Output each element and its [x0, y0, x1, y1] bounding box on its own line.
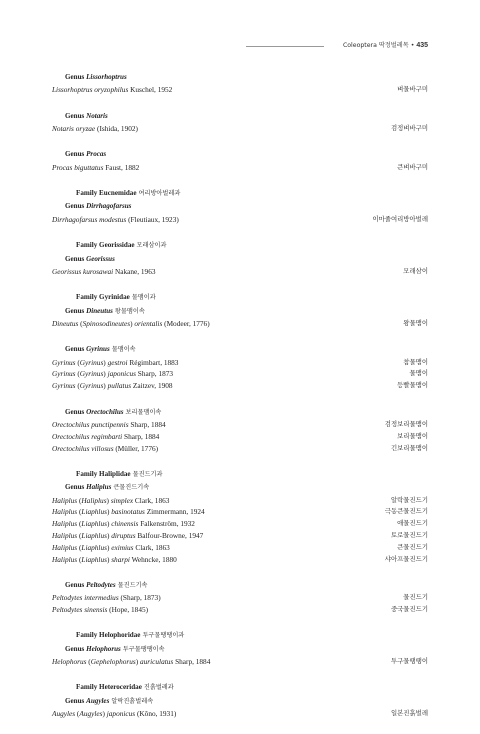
species-name-part: Nakane, 1963 — [113, 266, 156, 276]
species-row — [52, 368, 428, 380]
species-korean-name: 물진드기 — [403, 593, 428, 602]
species-korean-name: 벼물바구미 — [397, 85, 428, 94]
species-scientific-name — [52, 431, 159, 443]
genus-name-part: Augyles — [86, 696, 110, 705]
genus-heading — [52, 643, 428, 656]
genus-korean-name: 알락진흙벌레속 — [111, 697, 154, 705]
species-name-part: Peltodytes sinensis — [52, 605, 108, 615]
genus-heading — [52, 71, 428, 84]
species-name-part: Peltodytes intermedius — [52, 593, 119, 603]
species-name-part: ( — [75, 381, 80, 391]
species-scientific-name — [52, 542, 170, 554]
species-row — [52, 656, 428, 668]
genus-heading — [52, 110, 428, 123]
species-name-part: Haliplus — [52, 495, 78, 505]
family-name-part: Family Eucnemidae — [76, 189, 137, 198]
species-name-part: ) — [130, 319, 135, 328]
species-scientific-name — [52, 214, 179, 226]
species-korean-name: 왕물맴이 — [403, 319, 428, 327]
species-name-part: japonicus — [107, 369, 136, 379]
species-scientific-name — [52, 380, 173, 392]
family-korean-name: 물진드기과 — [132, 470, 163, 478]
species-korean-name: 큰벼바구미 — [397, 162, 428, 171]
species-name-part: Liaphlus — [81, 531, 107, 541]
taxon-group — [52, 629, 428, 668]
species-row — [52, 162, 428, 174]
family-heading — [52, 681, 428, 694]
species-name-part: ( — [77, 554, 82, 564]
genus-name-part: Dineutus — [86, 306, 113, 315]
species-korean-name: 큰물진드기 — [397, 542, 428, 551]
genus-name-part: Haliplus — [86, 483, 112, 492]
species-scientific-name — [52, 443, 158, 455]
genus-heading — [52, 406, 428, 419]
genus-name-part: Genus — [65, 306, 87, 315]
species-name-part: Gyrinus — [52, 369, 76, 379]
species-korean-name: 투구물땡땡이 — [390, 657, 428, 666]
family-name-part: Family Heteroceridae — [76, 683, 142, 692]
species-name-part: ) — [106, 519, 112, 529]
genus-name-part: Genus — [65, 111, 87, 120]
species-row — [52, 604, 428, 616]
family-name-part: Family Helophoridae — [76, 631, 141, 640]
genus-korean-name: 큰물진드기속 — [113, 484, 150, 492]
page-number: 435 — [416, 42, 428, 49]
taxon-group — [52, 187, 428, 226]
species-name-part: auriculatus — [140, 657, 174, 667]
family-heading — [52, 629, 428, 642]
genus-heading — [52, 579, 428, 592]
species-name-part: japonicus — [106, 709, 136, 719]
species-name-part: ) — [103, 357, 108, 367]
species-korean-name: 등빨물맴이 — [397, 381, 428, 390]
species-scientific-name — [52, 592, 161, 604]
genus-name-part: Genus — [65, 73, 87, 81]
taxon-group — [52, 71, 428, 96]
genus-name-part: Genus — [65, 254, 87, 263]
genus-heading — [52, 148, 428, 161]
species-name-part: Notaris oryzae — [52, 124, 96, 134]
family-name-part: Family Gyrinidae — [76, 293, 130, 302]
species-name-part: ( — [75, 709, 80, 719]
species-name-part: Procas biguttatus — [52, 162, 104, 172]
species-row — [52, 123, 428, 135]
genus-name-part: Genus — [65, 345, 87, 354]
species-name-part: Haliplus — [52, 554, 78, 564]
genus-name-part: Gyrinus — [86, 345, 110, 354]
species-korean-name: 토로물진드기 — [390, 531, 428, 540]
species-name-part: Haliplus — [81, 495, 107, 505]
species-scientific-name — [52, 518, 195, 530]
species-name-part: Gephelophorus — [90, 657, 136, 667]
species-name-part: Zimmermann, 1924 — [144, 507, 205, 517]
species-korean-name: 중국물진드기 — [390, 605, 428, 614]
taxon-group — [52, 681, 428, 720]
family-korean-name: 물맴이과 — [131, 294, 156, 302]
taxon-group — [52, 239, 428, 278]
family-heading — [52, 239, 428, 252]
species-name-part: Kuschel, 1952 — [128, 85, 173, 95]
species-scientific-name — [52, 84, 172, 96]
species-korean-name: 이마줄여리방아벌레 — [372, 214, 428, 223]
species-name-part: simplex — [110, 495, 134, 505]
genus-korean-name: 물진드기속 — [117, 581, 148, 589]
species-name-part: (Modeer, 1776) — [162, 319, 210, 328]
species-name-part: Sharp, 1873 — [135, 369, 174, 379]
species-row — [52, 708, 428, 720]
species-row — [52, 495, 428, 507]
species-korean-name: 애물진드기 — [397, 519, 428, 528]
species-name-part: Balfour-Browne, 1947 — [135, 531, 204, 541]
running-header — [246, 40, 428, 52]
taxon-group — [52, 148, 428, 173]
species-name-part: ) — [135, 657, 140, 667]
species-name-part: ) — [106, 554, 112, 564]
taxon-group — [52, 291, 428, 330]
species-name-part: ( — [77, 519, 82, 529]
species-name-part: (Kôno, 1931) — [135, 709, 177, 719]
species-name-part: eximius — [111, 542, 134, 552]
species-name-part: Sharp, 1884 — [173, 657, 211, 667]
genus-name-part: Genus — [65, 580, 87, 589]
species-name-part: ( — [78, 319, 83, 328]
taxon-group — [52, 110, 428, 135]
species-scientific-name — [52, 506, 205, 518]
species-name-part: ) — [102, 709, 107, 719]
species-korean-name: 긴보리물맴이 — [390, 443, 428, 452]
species-scientific-name — [52, 123, 138, 135]
species-name-part: Liaphlus — [81, 519, 107, 529]
species-name-part: Wehncke, 1880 — [129, 554, 177, 564]
genus-heading — [52, 253, 428, 266]
species-name-part: ) — [106, 531, 112, 541]
species-row — [52, 530, 428, 542]
genus-name-part: Genus — [65, 696, 87, 705]
species-name-part: Liaphlus — [81, 554, 107, 564]
family-korean-name: 진흙벌레과 — [143, 684, 174, 692]
species-name-part: Gyrinus — [79, 357, 104, 367]
species-name-part: ( — [86, 657, 91, 667]
species-checklist — [52, 71, 428, 734]
species-name-part: Régimbart, 1883 — [127, 357, 179, 367]
species-name-part: diruptus — [111, 531, 136, 541]
species-name-part: Gyrinus — [52, 357, 76, 367]
species-row — [52, 542, 428, 554]
family-name-part: Family Haliplidae — [76, 469, 131, 478]
taxon-group — [52, 406, 428, 455]
species-name-part: Augyles — [79, 709, 103, 719]
genus-korean-name: 물맴이속 — [111, 346, 136, 354]
species-name-part: ) — [106, 507, 112, 517]
species-name-part: ( — [77, 495, 82, 505]
genus-name-part: Helophorus — [86, 644, 121, 653]
species-name-part: Dirrhagofarsus modestus — [52, 214, 127, 224]
species-name-part: Augyles — [52, 709, 76, 719]
species-scientific-name — [52, 604, 148, 616]
species-name-part: ( — [75, 369, 80, 379]
species-name-part: Orectochilus punctipennis — [52, 419, 129, 429]
species-name-part: Sharp, 1884 — [122, 431, 160, 441]
taxon-group — [52, 579, 428, 616]
genus-name-part: Notaris — [86, 111, 108, 120]
species-name-part: ( — [77, 542, 82, 552]
species-row — [52, 592, 428, 604]
species-name-part: (Hope, 1845) — [107, 605, 149, 615]
species-name-part: Gyrinus — [52, 381, 76, 391]
family-korean-name: 여리방아벌레과 — [138, 190, 181, 198]
genus-name-part: Peltodytes — [86, 580, 116, 589]
species-korean-name: 모래삼이 — [403, 266, 428, 275]
family-heading — [52, 468, 428, 481]
species-name-part: Haliplus — [52, 507, 78, 517]
genus-name-part: Genus — [65, 202, 87, 211]
species-name-part: Falkenström, 1932 — [138, 519, 195, 529]
species-name-part: Lissorhoptrus oryzophilus — [52, 85, 129, 95]
species-name-part: gestroi — [107, 357, 128, 367]
genus-name-part: Dirrhagofarsus — [86, 202, 132, 211]
genus-heading — [52, 481, 428, 494]
species-name-part: ) — [106, 542, 112, 552]
species-row — [52, 506, 428, 518]
family-name-part: Family Georissidae — [76, 241, 135, 250]
species-row — [52, 518, 428, 530]
genus-korean-name: 투구물땡땡이속 — [122, 645, 165, 653]
species-row — [52, 419, 428, 431]
species-name-part: Dineutus — [52, 319, 79, 328]
species-korean-name: 알락물진드기 — [390, 495, 428, 504]
species-name-part: ) — [103, 369, 108, 379]
species-korean-name: 일본진흙벌레 — [390, 709, 428, 718]
species-name-part: Helophorus — [52, 657, 87, 667]
genus-heading — [52, 695, 428, 708]
header-bullet: • — [410, 42, 415, 49]
species-row — [52, 554, 428, 566]
species-name-part: Clark, 1863 — [133, 495, 170, 505]
genus-korean-name: 보리물맴이속 — [125, 408, 162, 416]
header-rule — [246, 46, 324, 47]
species-name-part: pullatus — [107, 381, 132, 391]
genus-heading — [52, 305, 428, 318]
species-name-part: Haliplus — [52, 542, 78, 552]
genus-name-part: Genus — [65, 150, 87, 159]
species-scientific-name — [52, 656, 210, 668]
species-name-part: ( — [75, 357, 80, 367]
species-korean-name: 샤아프물진드기 — [384, 554, 428, 563]
species-name-part: ( — [77, 507, 82, 517]
species-scientific-name — [52, 495, 169, 507]
species-name-part: Gyrinus — [79, 381, 104, 391]
species-name-part: Georissus kurosawai — [52, 266, 114, 276]
genus-name-part: Lissorhoptrus — [86, 73, 127, 81]
species-korean-name: 극동큰물진드기 — [384, 507, 428, 516]
species-scientific-name — [52, 708, 176, 720]
species-name-part: ( — [77, 531, 82, 541]
species-row — [52, 380, 428, 392]
species-name-part: orientalis — [134, 319, 163, 328]
running-title — [343, 40, 428, 49]
species-name-part: (Müller, 1776) — [113, 443, 159, 453]
genus-heading — [52, 200, 428, 213]
species-name-part: Zaitzev, 1908 — [131, 381, 173, 391]
species-name-part: Liaphlus — [81, 542, 107, 552]
species-korean-name: 참물맴이 — [403, 357, 428, 366]
species-name-part: (Fleutiaux, 1923) — [126, 214, 179, 224]
species-scientific-name — [52, 368, 173, 380]
family-heading — [52, 291, 428, 304]
species-name-part: Haliplus — [52, 519, 78, 529]
genus-heading — [52, 343, 428, 356]
genus-name-part: Orectochilus — [86, 407, 124, 416]
species-korean-name: 보리물맴이 — [397, 431, 428, 440]
species-name-part: basinotatus — [111, 507, 145, 517]
running-title-text: Coleoptera 딱정벌레목 — [342, 42, 409, 49]
genus-name-part: Genus — [65, 483, 87, 492]
species-scientific-name — [52, 357, 178, 369]
species-row — [52, 357, 428, 369]
species-korean-name: 검정벼바구미 — [390, 124, 428, 133]
taxon-group — [52, 468, 428, 566]
species-name-part: Haliplus — [52, 531, 78, 541]
genus-name-part: Procas — [86, 150, 107, 159]
species-name-part: (Sharp, 1873) — [118, 593, 161, 603]
species-name-part: ) — [103, 381, 108, 391]
family-korean-name: 투구물땡땡이과 — [142, 632, 185, 640]
species-name-part: Gyrinus — [79, 369, 104, 379]
species-scientific-name — [52, 530, 203, 542]
species-korean-name: 검정보리물맴이 — [384, 419, 428, 428]
species-name-part: sharpi — [111, 554, 130, 564]
species-name-part: Clark, 1863 — [133, 542, 170, 552]
species-row — [52, 443, 428, 455]
species-name-part: chinensis — [111, 519, 139, 529]
species-row — [52, 318, 428, 330]
family-heading — [52, 187, 428, 200]
species-name-part: ) — [106, 495, 111, 505]
genus-name-part: Genus — [65, 644, 87, 653]
genus-name-part: Georissus — [86, 254, 115, 263]
species-row — [52, 431, 428, 443]
species-row — [52, 214, 428, 226]
genus-name-part: Genus — [65, 407, 87, 416]
species-name-part: Orectochilus villosus — [52, 443, 114, 453]
species-name-part: Sharp, 1884 — [128, 419, 166, 429]
species-scientific-name — [52, 318, 210, 330]
species-scientific-name — [52, 554, 177, 566]
species-row — [52, 84, 428, 96]
species-scientific-name — [52, 162, 139, 174]
species-name-part: Orectochilus regimbarti — [52, 431, 123, 441]
species-name-part: Liaphlus — [81, 507, 107, 517]
family-korean-name: 모래삼이과 — [136, 242, 167, 250]
genus-korean-name: 왕물맴이속 — [114, 307, 145, 315]
species-scientific-name — [52, 266, 156, 278]
species-name-part: Faust, 1882 — [103, 162, 140, 172]
species-korean-name: 물맴이 — [409, 369, 428, 378]
species-name-part: Spinosodineutes — [82, 319, 131, 328]
species-row — [52, 266, 428, 278]
species-scientific-name — [52, 419, 166, 431]
taxon-group — [52, 343, 428, 392]
species-name-part: (Ishida, 1902) — [95, 124, 138, 134]
